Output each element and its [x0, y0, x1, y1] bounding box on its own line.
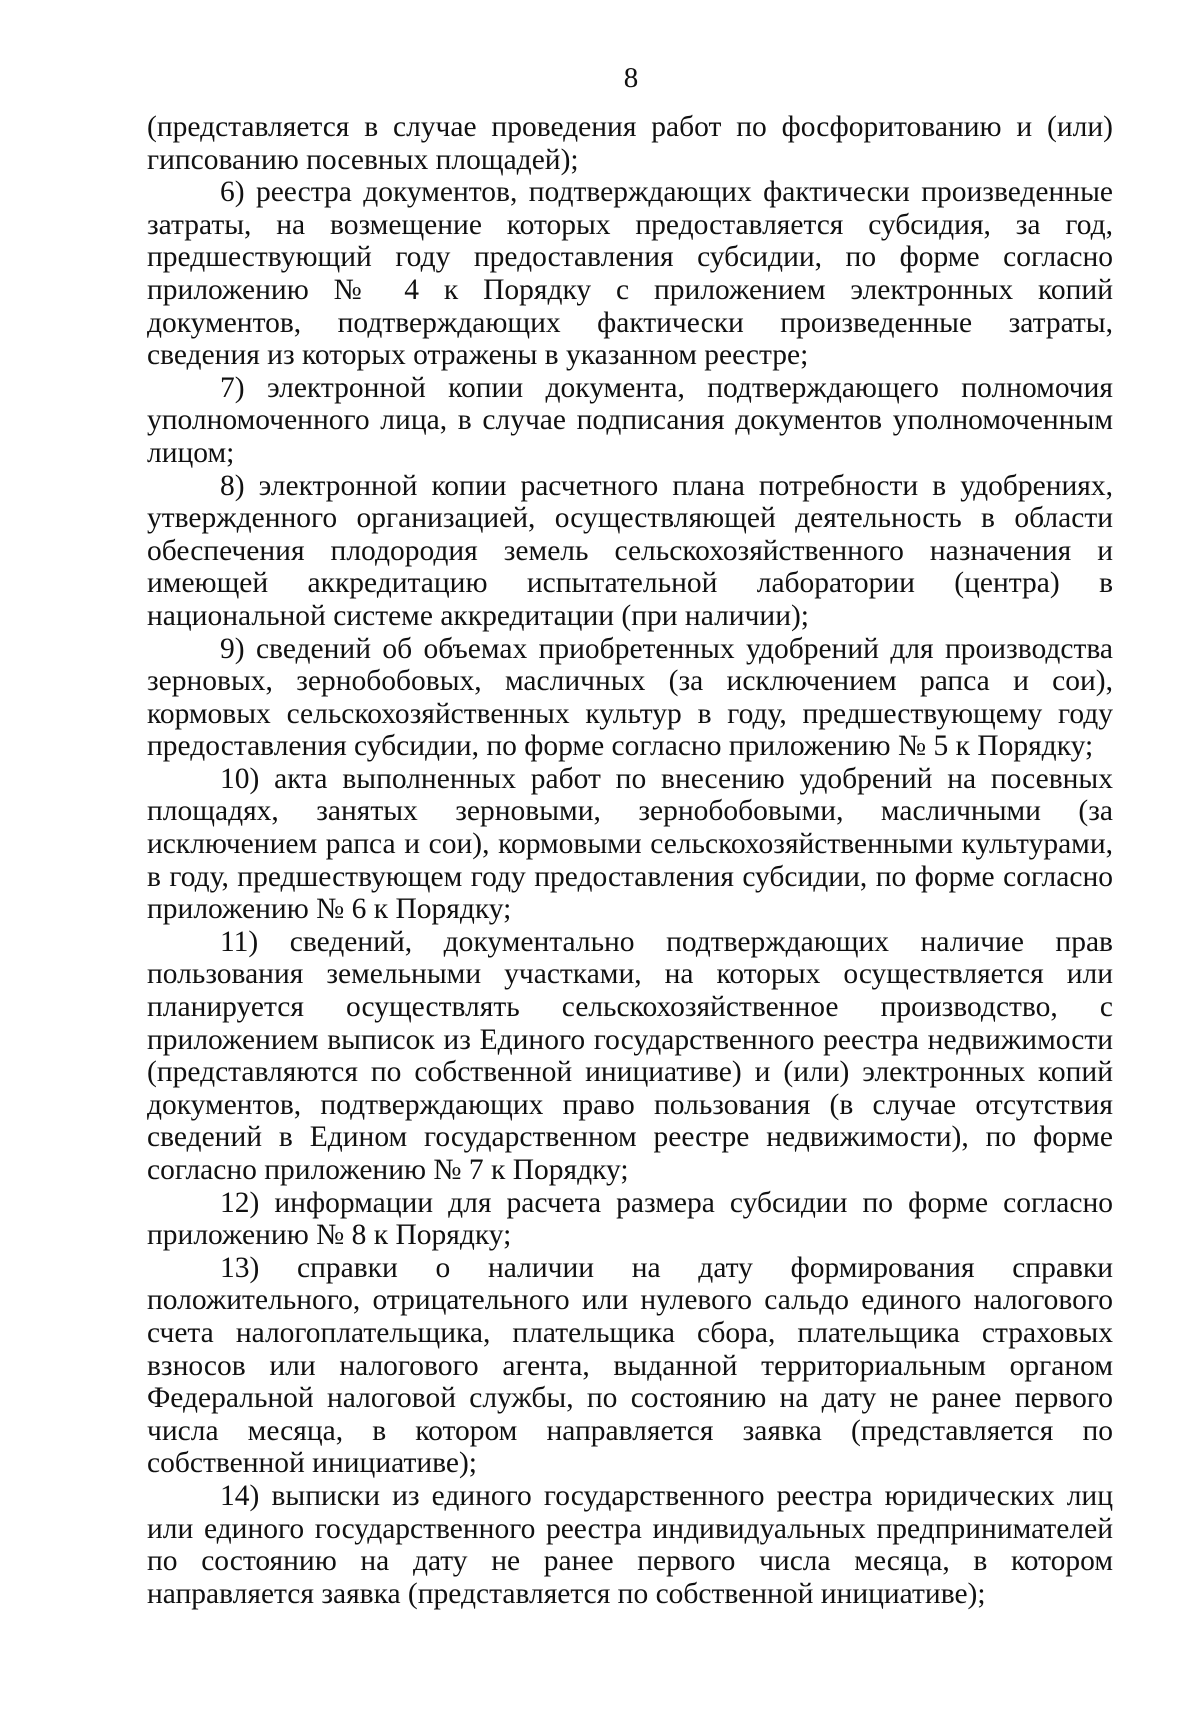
- paragraph-item-12: 12) информации для расчета размера субсидии по форме согласно приложению № 8 к Порядку;: [147, 1186, 1113, 1252]
- paragraph-item-6: 6) реестра документов, подтверждающих фактически произведенные затраты, на возмещение которых предоставляется субсидия, за год, предшествующий году предоставления субсидии, по форме согласно приложению № 4 к Порядку с приложением электронных копий документов, подтверждающих фактически произведенные затраты, сведения из которых отражены в указанном реестре;: [147, 176, 1113, 372]
- paragraph-item-8: 8) электронной копии расчетного плана потребности в удобрениях, утвержденного организацией, осуществляющей деятельность в области обеспечения плодородия земель сельскохозяйственного назначения и имеющей аккредитацию испытательной лаборатории (центра) в национальной системе аккредитации (при наличии);: [147, 469, 1113, 632]
- paragraph-item-7: 7) электронной копии документа, подтверждающего полномочия уполномоченного лица, в случае подписания документов уполномоченным лицом;: [147, 371, 1113, 469]
- paragraph-continuation: (представляется в случае проведения работ по фосфоритованию и (или) гипсованию посевных площадей);: [147, 111, 1113, 176]
- paragraph-item-10: 10) акта выполненных работ по внесению удобрений на посевных площадях, занятых зерновыми, зернобобовыми, масличными (за исключением рапса и сои), кормовыми сельскохозяйственными культурами, в году, предшествующем году предоставления субсидии, по форме согласно приложению № 6 к Порядку;: [147, 762, 1113, 926]
- paragraph-item-13: 13) справки о наличии на дату формирования справки положительного, отрицательного или нулевого сальдо единого налогового счета налогоплательщика, плательщика сбора, плательщика страховых взносов или налогового агента, выданной территориальным органом Федеральной налоговой службы, по состоянию на дату не ранее первого числа месяца, в котором направляется заявка (представляется по собственной инициативе);: [147, 1251, 1113, 1480]
- page-number: 8: [623, 62, 639, 94]
- document-body: [147, 111, 1113, 1610]
- paragraph-item-9: 9) сведений об объемах приобретенных удобрений для производства зерновых, зернобобовых, масличных (за исключением рапса и сои), кормовых сельскохозяйственных культур в году, предшествующему году предоставления субсидии, по форме согласно приложению № 5 к Порядку;: [147, 632, 1113, 763]
- paragraph-item-14: 14) выписки из единого государственного реестра юридических лиц или единого государственного реестра индивидуальных предпринимателей по состоянию на дату не ранее первого числа месяца, в котором направляется заявка (представляется по собственной инициативе);: [147, 1479, 1113, 1610]
- paragraph-item-11: 11) сведений, документально подтверждающих наличие прав пользования земельными участками, на которых осуществляется или планируется осуществлять сельскохозяйственное производство, с приложением выписок из Единого государственного реестра недвижимости (представляются по собственной инициативе) и (или) электронных копий документов, подтверждающих право пользования (в случае отсутствия сведений в Едином государственном реестре недвижимости), по форме согласно приложению № 7 к Порядку;: [147, 925, 1113, 1186]
